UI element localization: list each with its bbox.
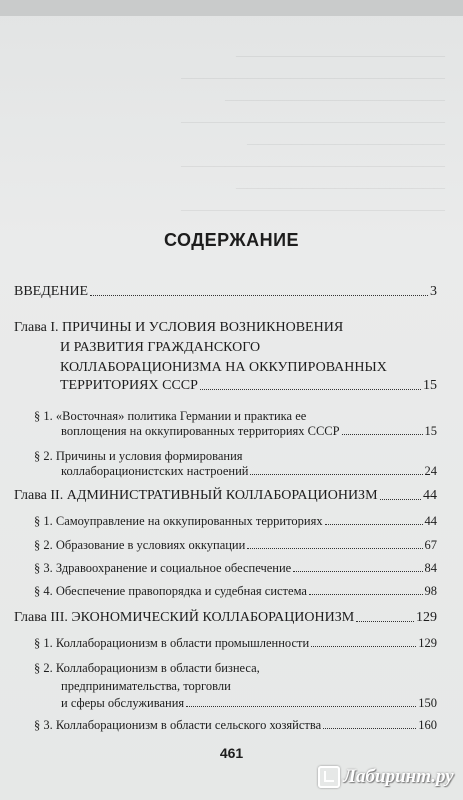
toc-section-2-1[interactable] (34, 514, 437, 529)
toc-section-3-2-line3: и сферы обслуживания (61, 696, 185, 710)
leader-dots (247, 548, 422, 549)
toc-page-number: 150 (418, 696, 437, 710)
toc-page-number: 129 (418, 636, 437, 650)
previous-page-edge (0, 0, 463, 16)
toc-entry-intro[interactable] (14, 284, 437, 300)
toc-page-number: 129 (416, 610, 437, 625)
toc-entry-label: § 4. Обеспечение правопорядка и судебная система (34, 584, 307, 598)
toc-section-1-1-line1[interactable]: § 1. «Восточная» политика Германии и практика ее (34, 409, 307, 423)
leader-dots (380, 499, 421, 500)
leader-dots (311, 646, 416, 647)
toc-chapter-2[interactable] (14, 488, 437, 504)
toc-page-number: 98 (424, 584, 437, 598)
toc-section-1-1-line2: воплощения на оккупированных территориях СССР (61, 424, 340, 438)
leader-dots (200, 389, 421, 390)
toc-page-number: 44 (423, 488, 437, 503)
toc-chapter-1-line1[interactable]: Глава I. ПРИЧИНЫ И УСЛОВИЯ ВОЗНИКНОВЕНИЯ (14, 320, 344, 335)
toc-entry-label: § 3. Здравоохранение и социальное обеспечение (34, 561, 292, 575)
toc-section-1-2-page-line[interactable] (61, 464, 437, 479)
leader-dots (342, 434, 423, 435)
toc-page-number: 160 (418, 718, 437, 732)
toc-page-number: 44 (424, 514, 437, 528)
toc-section-2-2[interactable] (34, 538, 437, 553)
toc-section-2-3[interactable] (34, 561, 437, 576)
toc-entry-label: § 1. Самоуправление на оккупированных территориях (34, 514, 323, 528)
toc-chapter-1-line2: И РАЗВИТИЯ ГРАЖДАНСКОГО (60, 340, 261, 355)
toc-section-1-1-page-line[interactable] (61, 424, 437, 439)
toc-section-1-2-line2: коллаборационистских настроений (61, 464, 249, 478)
labirint-logo-icon (318, 766, 340, 788)
watermark-logo (318, 766, 454, 788)
toc-entry-label: ВВЕДЕНИЕ (14, 284, 89, 299)
toc-page-number: 67 (424, 538, 437, 552)
toc-entry-label: Глава II. АДМИНИСТРАТИВНЫЙ КОЛЛАБОРАЦИОНИЗМ (14, 488, 378, 503)
toc-section-3-3[interactable] (34, 718, 437, 733)
toc-chapter-3[interactable] (14, 610, 437, 626)
leader-dots (90, 295, 428, 296)
leader-dots (323, 728, 416, 729)
toc-section-2-4[interactable] (34, 584, 437, 599)
leader-dots (309, 594, 423, 595)
leader-dots (356, 621, 414, 622)
toc-chapter-1-line4: ТЕРРИТОРИЯХ СССР (60, 378, 198, 393)
watermark-text: Лабиринт.ру (343, 766, 454, 787)
toc-chapter-1-page-line[interactable] (60, 378, 437, 394)
toc-entry-label: § 3. Коллаборационизм в области сельского хозяйства (34, 718, 322, 732)
leader-dots (293, 571, 422, 572)
toc-section-1-2-line1[interactable]: § 2. Причины и условия формирования (34, 449, 243, 463)
toc-page-number: 3 (430, 284, 437, 299)
toc-page-number: 84 (424, 561, 437, 575)
toc-page-number: 15 (423, 378, 437, 393)
page-number: 461 (219, 745, 244, 761)
toc-section-3-2-line1[interactable]: § 2. Коллаборационизм в области бизнеса, (34, 661, 260, 675)
leader-dots (250, 474, 422, 475)
toc-entry-label: Глава III. ЭКОНОМИЧЕСКИЙ КОЛЛАБОРАЦИОНИЗМ (14, 610, 355, 625)
leader-dots (325, 524, 423, 525)
toc-section-3-2-page-line[interactable] (61, 696, 437, 711)
toc-section-3-1[interactable] (34, 636, 437, 651)
bleed-through-text: ———————————————————————— ——————————————————— ———————————————————————— —————————————————— ———————————————————————— ———————————————————— ———————————————————————— ——————————————————— (181, 51, 445, 217)
toc-section-3-2-line2: предпринимательства, торговли (61, 679, 231, 693)
toc-entry-label: § 2. Образование в условиях оккупации (34, 538, 246, 552)
toc-entry-label: § 1. Коллаборационизм в области промышленности (34, 636, 310, 650)
toc-page-number: 24 (424, 464, 437, 478)
toc-page-number: 15 (424, 424, 437, 438)
toc-chapter-1-line3: КОЛЛАБОРАЦИОНИЗМА НА ОККУПИРОВАННЫХ (60, 360, 387, 375)
page-title: СОДЕРЖАНИЕ (163, 230, 300, 250)
leader-dots (186, 706, 416, 707)
